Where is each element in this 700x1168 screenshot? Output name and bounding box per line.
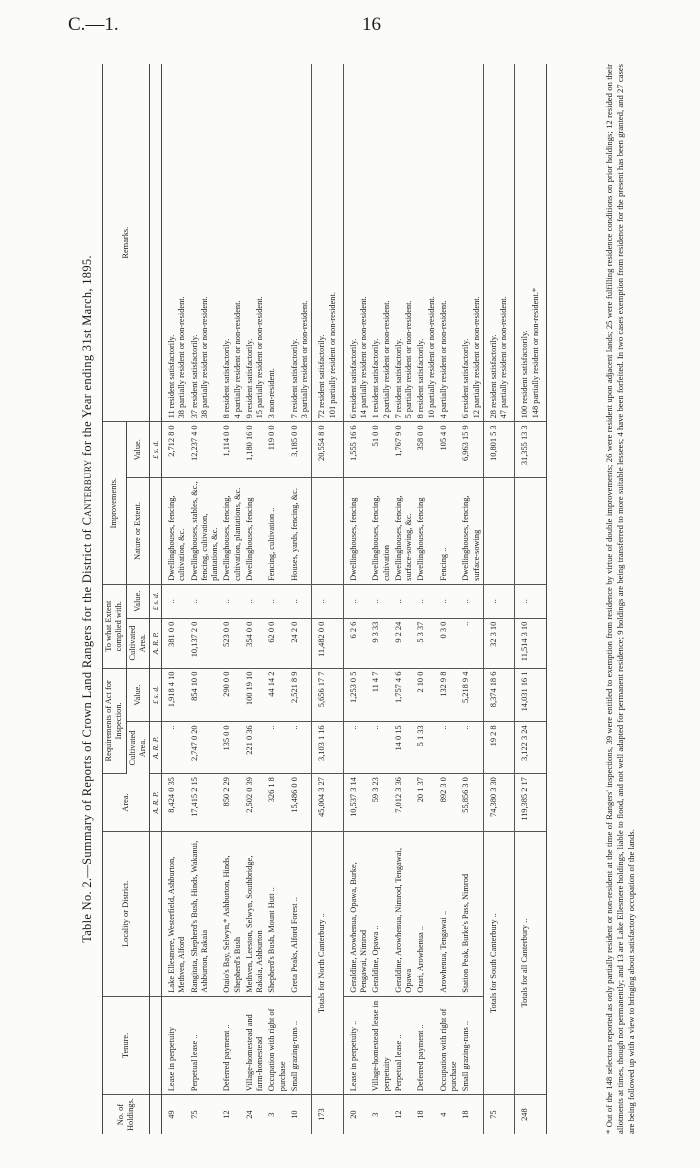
req-cultivated-cell: ..	[289, 722, 312, 774]
nature-cell: Houses, yards, fencing, &c.	[289, 478, 312, 585]
ext-value-cell: ..	[370, 584, 393, 618]
ext-value-cell: ..	[460, 584, 483, 618]
holdings-cell: 4	[438, 1112, 448, 1117]
locality-cell: Rangitata, Shepherd's Bush, Hinds, Wakanui, Ashburton, Rakaia	[189, 831, 222, 996]
req-cultivated-cell: 221 0 36	[244, 722, 267, 774]
req-value-cell: 5,656 17 7	[312, 668, 344, 722]
tenure-cell: Deferred payment ..	[221, 996, 244, 1095]
ext-cultivated-cell: 0 3 0	[438, 618, 461, 668]
req-value-cell: 1,253 0 5	[343, 668, 370, 722]
ext-value-cell: ..	[343, 584, 370, 618]
req-cultivated-cell: 14 0 15	[393, 722, 416, 774]
remark-line: 9 resident satisfactorily.	[244, 338, 254, 419]
remark-line: 6 resident satisfactorily.	[461, 338, 471, 419]
table-row	[244, 64, 267, 1134]
unit-ext-cult: A. R. P.	[150, 618, 162, 668]
req-value-cell: 2 10 0	[415, 668, 438, 722]
locality-cell: Geraldine, Arowhenua, Nimrod, Tengawai, Opawa	[393, 831, 416, 996]
area-cell: 15,486 0 0	[289, 774, 312, 832]
ext-cultivated-cell: 62 0 0	[266, 618, 289, 668]
req-cultivated-cell: ..	[438, 722, 461, 774]
req-value-cell: 5,218 9 4	[460, 668, 483, 722]
remarks-cell	[460, 64, 483, 422]
area-cell: 45,004 3 27	[312, 774, 344, 832]
holdings-cell: 12	[222, 1110, 232, 1119]
holdings-cell: 75	[483, 1095, 515, 1134]
remarks-cell	[415, 64, 438, 422]
tenure-cell: Deferred payment ..	[415, 996, 438, 1095]
area-cell: 8,424 0 35	[162, 774, 189, 832]
unit-req-cult: A. R. P.	[150, 722, 162, 774]
remark-line: 8 resident satisfactorily.	[416, 338, 426, 419]
rotated-table-page	[80, 64, 656, 1134]
remark-line: 10 partially resident or non-resident.	[426, 296, 436, 419]
area-cell: 74,380 3 30	[483, 774, 515, 832]
holdings-cell: 10	[289, 1110, 299, 1119]
remark-line: 12 partially resident or non-resident.	[471, 296, 481, 419]
remarks-cell	[162, 64, 189, 422]
area-cell: 20 1 37	[415, 774, 438, 832]
tenure-cell: Perpetual lease ..	[189, 996, 222, 1095]
holdings-cell: 75	[189, 1110, 199, 1119]
imp-value-cell: 10,801 5 3	[483, 422, 515, 478]
remark-line: 4 partially resident or non-resident.	[232, 300, 242, 419]
req-value-cell: 44 14 2	[266, 668, 289, 722]
req-value-cell: 1,757 4 6	[393, 668, 416, 722]
nature-cell: Dwellinghouses, fencing	[415, 478, 438, 585]
imp-value-cell: 1,555 16 6	[343, 422, 370, 478]
area-cell: 17,415 2 15	[189, 774, 222, 832]
remarks-cell	[343, 64, 370, 422]
area-cell: 119,385 2 17	[515, 774, 547, 832]
req-value-cell: 100 19 10	[244, 668, 267, 722]
ext-value-cell: ..	[189, 584, 222, 618]
req-cultivated-cell: ..	[162, 722, 189, 774]
ext-value-cell: ..	[483, 584, 515, 618]
holdings-cell: 3	[267, 1112, 277, 1117]
ext-cultivated-cell: 6 2 6	[343, 618, 370, 668]
locality-cell: Orari, Arowhenua ..	[415, 831, 438, 996]
remark-line: 100 resident satisfactorily.	[520, 330, 530, 419]
holdings-cell: 248	[515, 1095, 547, 1134]
col-imp-value: Value.	[126, 422, 150, 478]
col-req-value: Value.	[126, 668, 150, 722]
nature-cell: Dwellinghouses, fencing, cultivation	[370, 478, 393, 585]
req-value-cell: 11 4 7	[370, 668, 393, 722]
ext-cultivated-cell: 5 3 37	[415, 618, 438, 668]
holdings-cell: 49	[167, 1110, 177, 1119]
remarks-cell	[244, 64, 267, 422]
imp-value-cell: 105 4 0	[438, 422, 461, 478]
locality-cell: Greta Peaks, Alford Forest ..	[289, 831, 312, 996]
imp-value-cell: 1,180 16 0	[244, 422, 267, 478]
ext-value-cell: ..	[289, 584, 312, 618]
remarks-cell	[289, 64, 312, 422]
ext-value-cell: ..	[221, 584, 244, 618]
remark-line: 148 partially resident or non-resident.*	[530, 287, 540, 419]
area-cell: 2,502 0 39	[244, 774, 267, 832]
remark-line: 8 resident satisfactorily.	[222, 338, 232, 419]
table-row	[370, 64, 393, 1134]
ext-value-cell: ..	[515, 584, 547, 618]
req-value-cell: 14,031 16 1	[515, 668, 547, 722]
remark-line: 3 non-resident.	[267, 368, 277, 419]
tenure-cell: Occupation with right of purchase	[438, 996, 461, 1095]
document-code: C.—1.	[68, 14, 119, 35]
area-cell: 850 2 29	[221, 774, 244, 832]
nature-cell: Dwellinghouses, fencing, cultivation, plantations, &c.	[221, 478, 244, 585]
remark-line: 7 resident satisfactorily.	[289, 338, 299, 419]
table-row	[266, 64, 289, 1134]
col-ext-value: Value.	[126, 584, 150, 618]
table-title: Table No. 2.—Summary of Reports of Crown Land Rangers for the District of Canterbury for the Year ending 31st March, 1895.	[80, 255, 94, 943]
imp-value-cell: 3,185 0 0	[289, 422, 312, 478]
tenure-cell: Occupation with right of purchase	[266, 996, 289, 1095]
imp-value-cell: 31,355 13 3	[515, 422, 547, 478]
remark-line: 38 partially resident or non-resident.	[199, 296, 209, 419]
table-row	[415, 64, 438, 1134]
holdings-cell: 18	[461, 1110, 471, 1119]
col-remarks: Remarks.	[103, 64, 150, 422]
tenure-cell: Lease in perpetuity	[162, 996, 189, 1095]
holdings-cell: 12	[393, 1110, 403, 1119]
imp-value-cell: 1,767 9 0	[393, 422, 416, 478]
locality-cell: Station Peak, Burke's Pass, Nimrod	[460, 831, 483, 996]
req-cultivated-cell: 2,747 0 20	[189, 722, 222, 774]
locality-cell: Shepherd's Bush, Mount Hutt ..	[266, 831, 289, 996]
remark-line: 6 resident satisfactorily.	[348, 338, 358, 419]
nature-cell: Dwellinghouses, fencing	[343, 478, 370, 585]
col-locality: Locality or District.	[103, 831, 150, 996]
remarks-cell	[266, 64, 289, 422]
table-row	[189, 64, 222, 1134]
ext-value-cell: ..	[162, 584, 189, 618]
req-cultivated-cell: ..	[460, 722, 483, 774]
locality-cell: Methven, Leeston, Selwyn, Southbridge, Rakaia, Ashburton	[244, 831, 267, 996]
total-south-row	[483, 64, 515, 1134]
unit-req-value: £ s. d.	[150, 668, 162, 722]
req-value-cell: 854 10 0	[189, 668, 222, 722]
remark-line: 14 partially resident or non-resident.	[359, 296, 369, 419]
remarks-cell	[483, 64, 515, 422]
nature-cell: Dwellinghouses, fencing, cultivation, &c.	[162, 478, 189, 585]
remark-line: 15 partially resident or non-resident.	[255, 296, 265, 419]
footnote: * Out of the 148 selectors reported as only partially resident or non-resident at the time of Rangers' inspections, 39 were entitled to exemption from residence by virtue of double improvements; 26 were resident upon adjacent lands; 25 were fulfilling residence conditions on prior holdings; 12 resided on their allotments at times, though not permanently; and 13 are Lake Ellesmere holdings, liable to flood, and not well adapted for permanent residence; 9 holdings are being transferred to more suitable lessees; 4 have been forfeited. In two cases exemption from residence for the present has been granted, and 27 cases are being followed up with a view to bringing about satisfactory occupation of the lands.	[604, 64, 637, 1134]
nature-cell: Dwellinghouses, fencing, surface-sowing, &c.	[393, 478, 416, 585]
remark-line: 4 partially resident or non-resident.	[438, 300, 448, 419]
holdings-cell: 3	[371, 1112, 381, 1117]
ext-cultivated-cell: ..	[460, 618, 483, 668]
table-row	[221, 64, 244, 1134]
col-req-cultivated: Cultivated Area.	[126, 722, 150, 774]
area-cell: 326 1 8	[266, 774, 289, 832]
ext-cultivated-cell: 11,514 3 10	[515, 618, 547, 668]
remarks-cell	[189, 64, 222, 422]
ext-cultivated-cell: 381 0 0	[162, 618, 189, 668]
col-improvements: Improvements.	[103, 422, 127, 585]
holdings-cell: 20	[348, 1110, 358, 1119]
remark-line: 38 partially resident or non-resident.	[177, 296, 187, 419]
col-nature: Nature or Extent.	[126, 478, 150, 585]
ext-cultivated-cell: 24 2 0	[289, 618, 312, 668]
area-cell: 59 3 23	[370, 774, 393, 832]
locality-cell: Geraldine, Arowhenua, Opawa, Burke, Pengawai, Nimrod	[343, 831, 370, 996]
remarks-cell	[370, 64, 393, 422]
remark-line: 11 resident satisfactorily.	[167, 334, 177, 419]
total-label: Totals for South Canterbury ..	[483, 831, 515, 1094]
imp-value-cell: 12,237 4 0	[189, 422, 222, 478]
remarks-cell	[393, 64, 416, 422]
col-holdings: No. of Holdings.	[103, 1095, 150, 1134]
ext-value-cell: ..	[244, 584, 267, 618]
req-value-cell: 1,918 4 10	[162, 668, 189, 722]
req-value-cell: 8,374 18 6	[483, 668, 515, 722]
tenure-cell: Small grazing-runs ..	[460, 996, 483, 1095]
locality-cell: Arowhenua, Tengawai ..	[438, 831, 461, 996]
table-row	[438, 64, 461, 1134]
area-cell: 10,537 3 14	[343, 774, 370, 832]
req-value-cell: 2,521 8 9	[289, 668, 312, 722]
req-cultivated-cell: 19 2 8	[483, 722, 515, 774]
unit-ext-value: £ s. d.	[150, 584, 162, 618]
rangers-summary-table	[102, 64, 547, 1134]
imp-value-cell: 51 0 0	[370, 422, 393, 478]
col-tenure: Tenure.	[103, 996, 150, 1095]
area-cell: 7,012 3 36	[393, 774, 416, 832]
ext-value-cell: ..	[312, 584, 344, 618]
imp-value-cell: 358 0 0	[415, 422, 438, 478]
table-row	[289, 64, 312, 1134]
total-all-row	[515, 64, 547, 1134]
tenure-cell: Village-homestead lease in perpetuity	[370, 996, 393, 1095]
holdings-cell: 24	[244, 1110, 254, 1119]
remark-line: 101 partially resident or non-resident.	[327, 292, 337, 419]
ext-cultivated-cell: 9 3 33	[370, 618, 393, 668]
req-cultivated-cell: 3,103 1 16	[312, 722, 344, 774]
remark-line: 2 partially resident or non-resident.	[381, 300, 391, 419]
locality-cell: Lake Ellesmere, Westerfield, Ashburton, Methven, Alford	[162, 831, 189, 996]
nature-cell: Dwellinghouses, fencing	[244, 478, 267, 585]
ext-value-cell: ..	[415, 584, 438, 618]
nature-cell: Dwellinghouses, fencing, surface-sowing	[460, 478, 483, 585]
remarks-cell	[438, 64, 461, 422]
unit-area: A. R. P.	[150, 774, 162, 832]
remarks-cell	[221, 64, 244, 422]
imp-value-cell: 20,554 8 0	[312, 422, 344, 478]
ext-value-cell: ..	[266, 584, 289, 618]
req-cultivated-cell: 135 0 0	[221, 722, 244, 774]
area-cell: 55,856 3 0	[460, 774, 483, 832]
req-cultivated-cell: 3,122 3 24	[515, 722, 547, 774]
req-cultivated-cell: ..	[343, 722, 370, 774]
ext-cultivated-cell: 11,482 0 0	[312, 618, 344, 668]
tenure-cell: Small grazing-runs ..	[289, 996, 312, 1095]
remarks-cell	[312, 64, 344, 422]
remark-line: 47 partially resident or non-resident.	[499, 296, 509, 419]
total-north-row	[312, 64, 344, 1134]
table-row	[393, 64, 416, 1134]
nature-cell: Fencing, cultivation ..	[266, 478, 289, 585]
imp-value-cell: 6,963 15 9	[460, 422, 483, 478]
holdings-cell: 18	[416, 1110, 426, 1119]
page-number: 16	[362, 14, 381, 35]
tenure-cell: Lease in perpetuity ..	[343, 996, 370, 1095]
remark-line: 5 partially resident or non-resident.	[404, 300, 414, 419]
col-requirements: Requirements of Act for Inspection.	[103, 668, 127, 774]
req-value-cell: 290 0 0	[221, 668, 244, 722]
remark-line: 3 partially resident or non-resident.	[300, 300, 310, 419]
unit-imp-value: £ s. d.	[150, 422, 162, 478]
ext-value-cell: ..	[438, 584, 461, 618]
remark-line: 37 resident satisfactorily.	[189, 334, 199, 419]
ext-cultivated-cell: 523 0 0	[221, 618, 244, 668]
remark-line: 72 resident satisfactorily.	[317, 334, 327, 419]
table-row	[343, 64, 370, 1134]
imp-value-cell: 2,712 8 0	[162, 422, 189, 478]
imp-value-cell: 1,114 0 0	[221, 422, 244, 478]
req-cultivated-cell: ..	[370, 722, 393, 774]
col-area: Area.	[103, 774, 150, 832]
locality-cell: Otaio's Bay, Selwyn,* Ashburton, Hinds, Shepherd's Bush	[221, 831, 244, 996]
total-label: Totals for all Canterbury ..	[515, 831, 547, 1094]
nature-cell: Fencing ..	[438, 478, 461, 585]
total-label: Totals for North Canterbury ..	[312, 831, 344, 1094]
locality-cell: Geraldine, Opawa ..	[370, 831, 393, 996]
tenure-cell: Perpetual lease ..	[393, 996, 416, 1095]
tenure-cell: Village-homestead and farm-homestead	[244, 996, 267, 1095]
holdings-cell: 173	[312, 1095, 344, 1134]
req-cultivated-cell: ..	[266, 722, 289, 774]
ext-cultivated-cell: 32 3 10	[483, 618, 515, 668]
ext-value-cell: ..	[393, 584, 416, 618]
ext-cultivated-cell: 10,137 2 0	[189, 618, 222, 668]
col-ext-cultivated: Cultivated Area.	[126, 618, 150, 668]
req-cultivated-cell: 5 1 33	[415, 722, 438, 774]
req-value-cell: 132 9 8	[438, 668, 461, 722]
remark-line: 1 resident satisfactorily.	[371, 338, 381, 419]
remark-line: 7 resident satisfactorily.	[393, 338, 403, 419]
table-row	[162, 64, 189, 1134]
col-extent: To what Extent complied with.	[103, 584, 127, 668]
ext-cultivated-cell: 9 2 24	[393, 618, 416, 668]
remark-line: 28 resident satisfactorily.	[488, 334, 498, 419]
remarks-cell	[515, 64, 547, 422]
ext-cultivated-cell: 354 0 0	[244, 618, 267, 668]
area-cell: 892 3 0	[438, 774, 461, 832]
table-row	[460, 64, 483, 1134]
imp-value-cell: 119 0 0	[266, 422, 289, 478]
nature-cell: Dwellinghouses, stables, &c., fencing, cultivation, plantations, &c.	[189, 478, 222, 585]
